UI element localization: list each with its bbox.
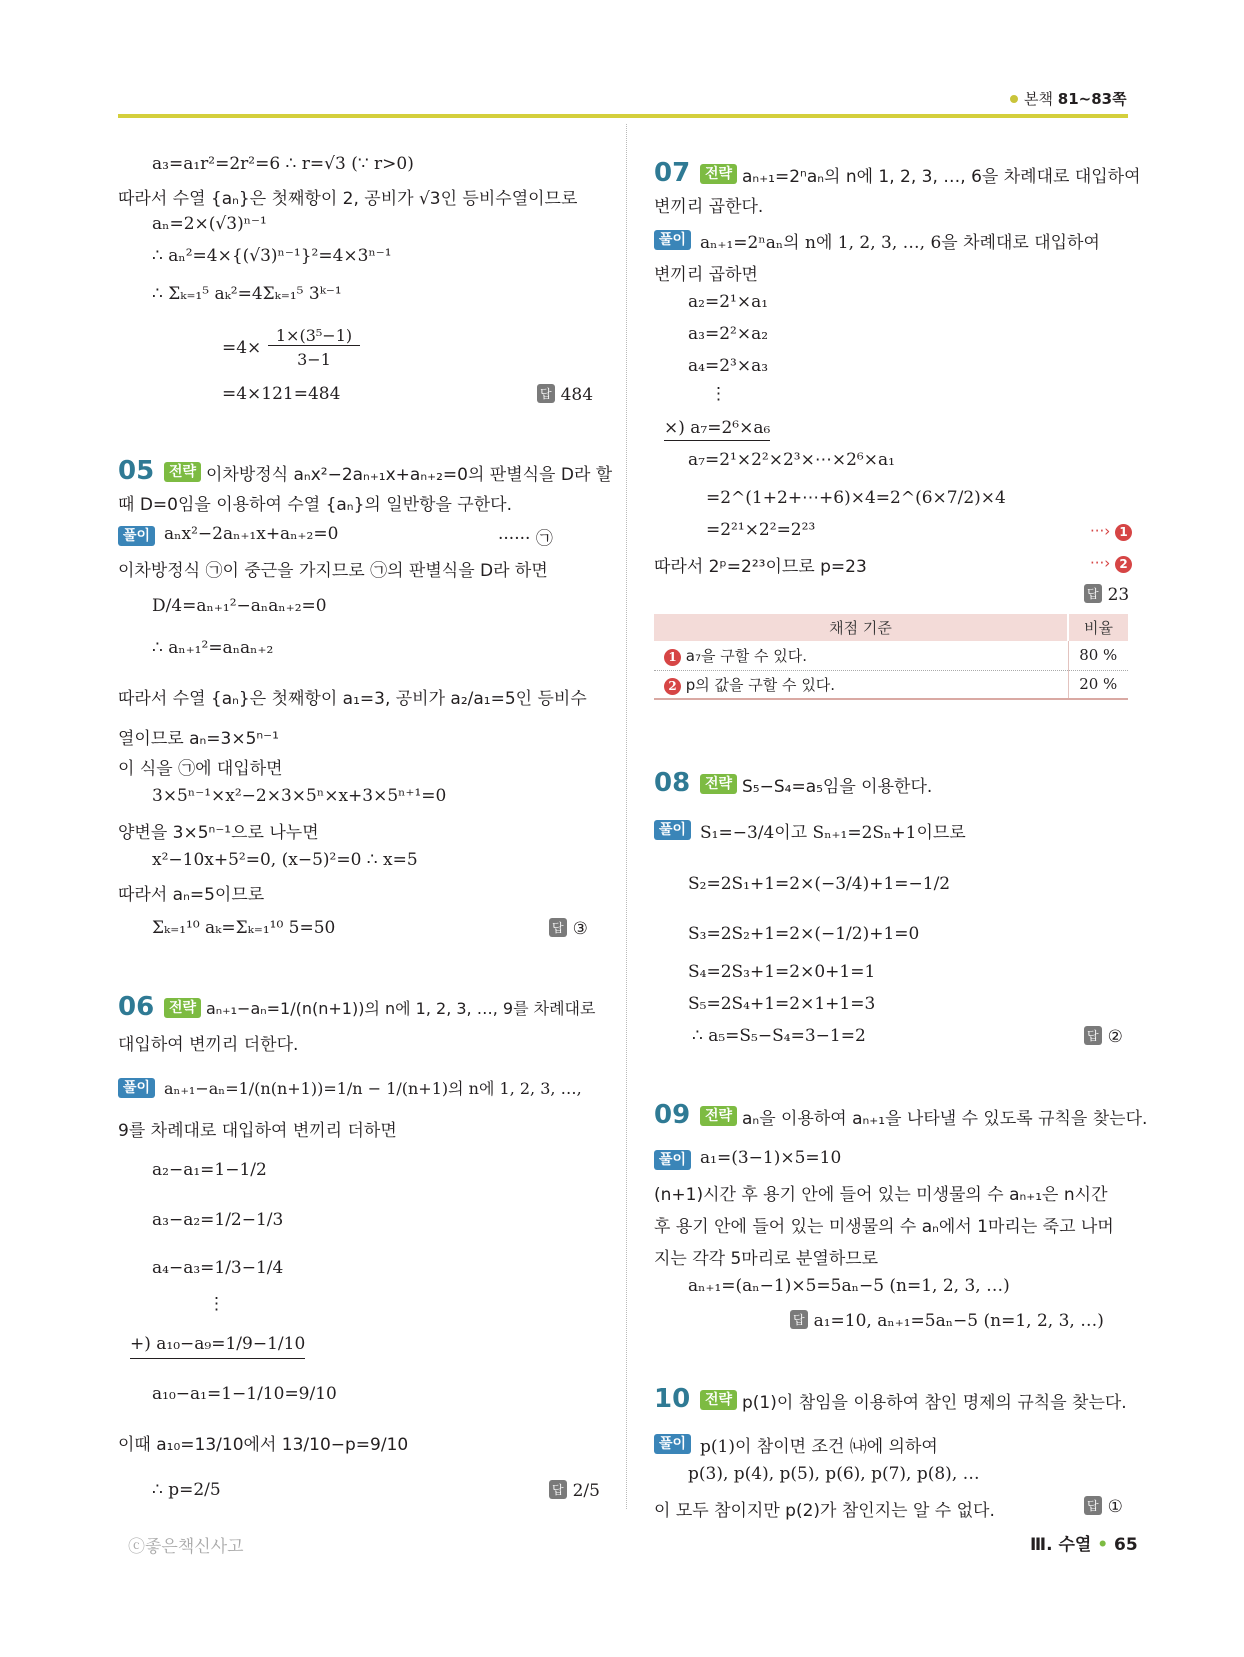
- step-marker-1: ···› 1: [1090, 522, 1132, 541]
- answer: 답 23: [1084, 584, 1129, 605]
- strategy-tag: 전략: [700, 774, 737, 794]
- strategy-text: aₙ을 이용하여 aₙ₊₁을 나타낼 수 있도록 규칙을 찾는다.: [742, 1109, 1148, 1129]
- page-number: 65: [1114, 1535, 1138, 1555]
- math-line: S₃=2S₂+1=2×(−1/2)+1=0: [688, 924, 920, 944]
- bullet-dot-icon: [1010, 95, 1018, 103]
- math-line: =4×121=484: [222, 384, 341, 404]
- text-line: 이 모두 참이지만 p(2)가 참인지는 알 수 없다.: [654, 1501, 995, 1521]
- math-line: a₃=a₁r²=2r²=6 ∴ r=√3 (∵ r>0): [152, 154, 414, 174]
- solution-tag: 풀이: [118, 1078, 155, 1098]
- math-line: ×) a₇=2⁶×a₆: [664, 418, 770, 441]
- math-line: 3×5ⁿ⁻¹×x²−2×3×5ⁿ×x+3×5ⁿ⁺¹=0: [152, 786, 447, 806]
- math-line: aₙ₊₁=(aₙ−1)×5=5aₙ−5 (n=1, 2, 3, …): [688, 1276, 1010, 1296]
- solution-tag: 풀이: [118, 526, 155, 546]
- grading-ratio: 20 %: [1068, 670, 1128, 699]
- math-line: +) a₁₀−a₉=1/9−1/10: [130, 1334, 305, 1359]
- math-line: x²−10x+5²=0, (x−5)²=0 ∴ x=5: [152, 850, 418, 870]
- math-line: ∴ aₙ²=4×{(√3)ⁿ⁻¹}²=4×3ⁿ⁻¹: [152, 246, 392, 266]
- solution-tag: 풀이: [654, 1434, 691, 1454]
- page-footer: Ⅲ. 수열 • 65: [1030, 1535, 1138, 1555]
- math-line: Σₖ₌₁¹⁰ aₖ=Σₖ₌₁¹⁰ 5=50: [152, 918, 336, 938]
- math-line: aₙ₊₁−aₙ=1/(n(n+1))=1/n − 1/(n+1)의 n에 1, 2, 3, …,: [164, 1079, 582, 1098]
- math-line: a₂−a₁=1−1/2: [152, 1160, 267, 1180]
- strategy-tag: 전략: [164, 998, 201, 1018]
- text-line: 이때 a₁₀=13/10에서 13/10−p=9/10: [118, 1435, 409, 1455]
- grading-criterion: 2 p의 값을 구할 수 있다.: [654, 670, 1068, 699]
- text-line: 후 용기 안에 들어 있는 미생물의 수 aₙ에서 1마리는 죽고 나머: [654, 1217, 1114, 1237]
- math-line: aₙ₊₁=2ⁿaₙ의 n에 1, 2, 3, …, 6을 차례대로 대입하여: [700, 233, 1100, 253]
- math-line: ∴ Σₖ₌₁⁵ aₖ²=4Σₖ₌₁⁵ 3ᵏ⁻¹: [152, 284, 342, 304]
- strategy-text: 이차방정식 aₙx²−2aₙ₊₁x+aₙ₊₂=0의 판별식을 D라 할: [206, 465, 613, 485]
- math-line: =4×: [222, 338, 262, 358]
- fraction-denominator: 3−1: [297, 350, 331, 369]
- math-line: a₃=2²×a₂: [688, 324, 769, 344]
- text-line: 이 식을 ㉠에 대입하면: [118, 759, 283, 779]
- math-line: aₙx²−2aₙ₊₁x+aₙ₊₂=0: [164, 524, 339, 544]
- text-line: 따라서 수열 {aₙ}은 첫째항이 a₁=3, 공비가 a₂/a₁=5인 등비수: [118, 689, 587, 709]
- math-line: a₄=2³×a₃: [688, 356, 769, 376]
- equation-tag: ······ ㉠: [498, 529, 553, 549]
- grading-table: [654, 614, 1128, 700]
- answer: 답 ①: [1084, 1496, 1123, 1517]
- grading-row: [654, 670, 1128, 699]
- grading-header-ratio: 비율: [1068, 614, 1128, 641]
- math-line: =2²¹×2²=2²³: [706, 520, 816, 540]
- math-line: S₂=2S₁+1=2×(−3/4)+1=−1/2: [688, 874, 951, 894]
- solution-tag: 풀이: [654, 1150, 691, 1170]
- grading-criterion: 1 a₇을 구할 수 있다.: [654, 641, 1068, 670]
- math-line: S₁=−3/4이고 Sₙ₊₁=2Sₙ+1이므로: [700, 823, 966, 843]
- text-line: 지는 각각 5마리로 분열하므로: [654, 1249, 879, 1269]
- math-line: a₄−a₃=1/3−1/4: [152, 1258, 284, 1278]
- question-number: 07: [654, 158, 691, 188]
- math-line: D/4=aₙ₊₁²−aₙaₙ₊₂=0: [152, 596, 327, 616]
- answer: 답 484: [537, 384, 593, 405]
- grading-header-row: [654, 614, 1128, 641]
- solution-tag: 풀이: [654, 820, 691, 840]
- text-line: 따라서 수열 {aₙ}은 첫째항이 2, 공비가 √3인 등비수열이므로: [118, 189, 578, 209]
- publisher-credit: ⓒ좋은책신사고: [128, 1537, 244, 1557]
- ellipsis: ⋮: [208, 1294, 225, 1314]
- answer: 답 ③: [549, 918, 588, 939]
- strategy-tag: 전략: [700, 1390, 737, 1410]
- math-line: S₄=2S₃+1=2×0+1=1: [688, 962, 876, 982]
- answer: 답 2/5: [549, 1480, 600, 1501]
- header-rule: [118, 114, 1128, 118]
- ellipsis: ⋮: [710, 384, 727, 404]
- strategy-text: 변끼리 곱한다.: [654, 197, 764, 217]
- strategy-text: 때 D=0임을 이용하여 수열 {aₙ}의 일반항을 구한다.: [118, 495, 512, 515]
- column-divider: [626, 124, 627, 1509]
- math-line: p(3), p(4), p(5), p(6), p(7), p(8), …: [688, 1464, 980, 1484]
- question-number: 06: [118, 992, 155, 1022]
- math-line: a₂=2¹×a₁: [688, 292, 769, 312]
- strategy-tag: 전략: [164, 462, 201, 482]
- text-line: 9를 차례대로 대입하여 변끼리 더하면: [118, 1121, 397, 1141]
- grading-ratio: 80 %: [1068, 641, 1128, 670]
- page-reference: 본책 81~83쪽: [1010, 88, 1127, 109]
- answer: 답 ②: [1084, 1026, 1123, 1047]
- strategy-text: S₅−S₄=a₅임을 이용한다.: [742, 777, 933, 797]
- text-line: 따라서 2ᵖ=2²³이므로 p=23: [654, 557, 867, 577]
- question-number: 08: [654, 768, 691, 798]
- math-line: p(1)이 참이면 조건 ㈏에 의하여: [700, 1437, 938, 1457]
- text-line: 이차방정식 ㉠이 중근을 가지므로 ㉠의 판별식을 D라 하면: [118, 561, 548, 581]
- math-line: a₁=(3−1)×5=10: [700, 1148, 842, 1168]
- math-line: aₙ=2×(√3)ⁿ⁻¹: [152, 214, 267, 234]
- text-line: 양변을 3×5ⁿ⁻¹으로 나누면: [118, 823, 319, 843]
- fraction-numerator: 1×(3⁵−1): [268, 326, 360, 346]
- step-marker-2: ···› 2: [1090, 554, 1132, 573]
- text-line: 따라서 aₙ=5이므로: [118, 885, 265, 905]
- strategy-tag: 전략: [700, 1106, 737, 1126]
- question-number: 05: [118, 456, 155, 486]
- math-line: ∴ a₅=S₅−S₄=3−1=2: [692, 1026, 866, 1046]
- grading-header-criteria: 채점 기준: [654, 614, 1068, 641]
- strategy-text: aₙ₊₁−aₙ=1/(n(n+1))의 n에 1, 2, 3, …, 9를 차례대로: [206, 999, 596, 1018]
- text-line: 열이므로 aₙ=3×5ⁿ⁻¹: [118, 729, 279, 749]
- text-line: (n+1)시간 후 용기 안에 들어 있는 미생물의 수 aₙ₊₁은 n시간: [654, 1185, 1108, 1205]
- question-number: 09: [654, 1100, 691, 1130]
- strategy-text: aₙ₊₁=2ⁿaₙ의 n에 1, 2, 3, …, 6을 차례대로 대입하여: [742, 167, 1141, 187]
- strategy-text: p(1)이 참임을 이용하여 참인 명제의 규칙을 찾는다.: [742, 1393, 1127, 1413]
- math-line: S₅=2S₄+1=2×1+1=3: [688, 994, 876, 1014]
- text-line: 변끼리 곱하면: [654, 265, 758, 285]
- strategy-tag: 전략: [700, 164, 737, 184]
- math-line: ∴ aₙ₊₁²=aₙaₙ₊₂: [152, 638, 274, 658]
- math-line: ∴ p=2/5: [152, 1480, 221, 1500]
- question-number: 10: [654, 1384, 691, 1414]
- strategy-text: 대입하여 변끼리 더한다.: [118, 1035, 299, 1055]
- solution-tag: 풀이: [654, 230, 691, 250]
- answer: 답 a₁=10, aₙ₊₁=5aₙ−5 (n=1, 2, 3, …): [790, 1310, 1104, 1331]
- grading-row: [654, 641, 1128, 670]
- math-line: a₃−a₂=1/2−1/3: [152, 1210, 284, 1230]
- math-line: =2^(1+2+⋯+6)×4=2^(6×7/2)×4: [706, 488, 1006, 508]
- math-line: a₇=2¹×2²×2³×⋯×2⁶×a₁: [688, 450, 895, 470]
- math-line: a₁₀−a₁=1−1/10=9/10: [152, 1384, 337, 1404]
